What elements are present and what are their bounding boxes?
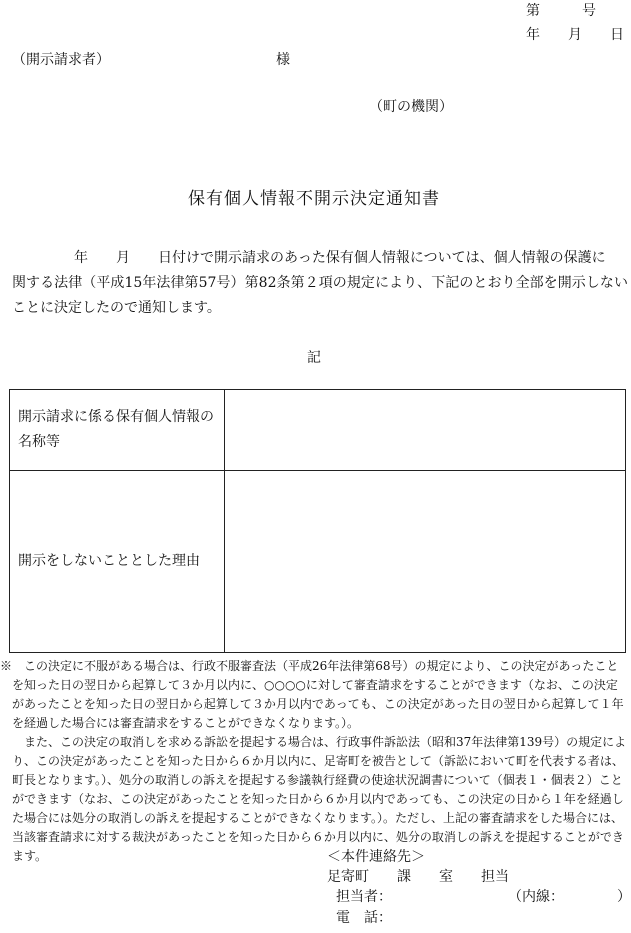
document-number: 第 号 [526,3,596,19]
agency-label: （町の機関） [369,99,453,115]
row2-label: 開示をしないこととした理由 [10,471,225,653]
contact-department: 足寄町 課 室 担当 [327,869,509,885]
document-title: 保有個人情報不開示決定通知書 [188,189,440,209]
body-paragraph [12,246,628,321]
row2-value [225,471,626,653]
note-paragraph-1: ※ この決定に不服がある場合は、行政不服審査法（平成26年法律第68号）の規定により、この決定があったことを知った日の翌日から起算して３か月以内に、○○○○に対して審査請求をすることができます（なお、この決定があったことを知った日の翌日から起算して３か月以内であっても、この決定があった日の翌日から起算して１年を経過した場合には審査請求をすることができなくなります。）。 [0,659,624,730]
contact-phone-label: 電 話： [336,910,392,926]
ki-heading: 記 [307,350,321,366]
document-date: 年 月 日 [526,27,624,43]
note-paragraph-2: また、この決定の取消しを求める訴訟を提起する場合は、行政事件訴訟法（昭和37年法律第139号）の規定により、この決定があったことを知った日から６か月以内に、足寄町を被告として（訴訟において町を代表する者は、町長となります。）、処分の取消しの訴えを提起する参議執行経費の使途状況調書について（個表１・個表２）ことができます（なお、この決定があったことを知った日から６か月以内であっても、この決定の日から１年を経過した場合には処分の取消しの訴えを提起することができなくなります。）。ただし、上記の審査請求をした場合には、当該審査請求に対する裁決があったことを知った日から６か月以内に、処分の取消しの訴えを提起することができます。 [12,735,627,863]
notes-section [0,657,628,866]
contact-title: ＜本件連絡先＞ [327,849,425,865]
body-line-1: 年 月 日付けで開示請求のあった保有個人情報については、個人情報の保護に [74,250,606,266]
decision-table [9,389,626,653]
body-rest: 関する法律（平成15年法律第57号）第82条第２項の規定により、下記のとおり全部を開示しないことに決定したので通知します。 [12,275,628,316]
row1-value [225,390,626,471]
contact-extension-close: ） [617,889,631,905]
table-row [10,471,626,653]
honorific-label: 様 [276,52,290,68]
row1-label: 開示請求に係る保有個人情報の名称等 [10,390,225,471]
table-row [10,390,626,471]
contact-person-label: 担当者： [336,889,392,905]
contact-extension-label: （内線： [508,889,564,905]
requester-label: （開示請求者） [12,52,110,68]
